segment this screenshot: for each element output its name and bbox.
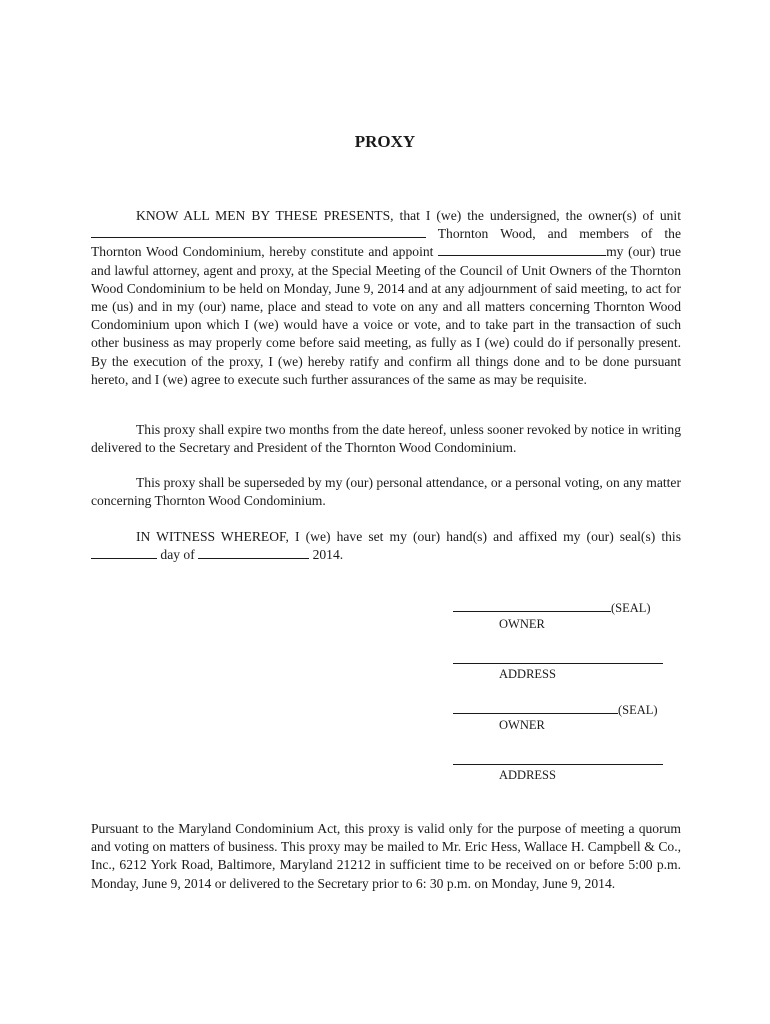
owner-signature-line-2[interactable] xyxy=(453,701,618,714)
address-line-2[interactable] xyxy=(453,752,663,765)
owner-label-1: OWNER xyxy=(499,617,545,631)
supersede-paragraph: This proxy shall be superseded by my (our) personal attendance, or a personal voting, on any matter concerning Thornton Wood Condominium. xyxy=(91,475,681,509)
address-line-1[interactable] xyxy=(453,651,663,664)
appointment-text-2: Thornton Wood, and members of the Thornton Wood Condominium, hereby constitute and appoint xyxy=(91,226,681,260)
day-blank[interactable] xyxy=(91,546,157,559)
appointment-paragraph xyxy=(91,207,681,389)
seal-label-1: (SEAL) xyxy=(611,601,651,615)
owner-label-2: OWNER xyxy=(499,718,545,732)
month-blank[interactable] xyxy=(198,546,309,559)
document-title: PROXY xyxy=(354,132,416,151)
address-label-2: ADDRESS xyxy=(499,768,556,782)
address-signature-2 xyxy=(453,752,663,769)
appointment-text-1: KNOW ALL MEN BY THESE PRESENTS, that I (we) the undersigned, the owner(s) of unit xyxy=(136,208,681,223)
appointee-name-blank[interactable] xyxy=(438,243,606,256)
seal-label-2: (SEAL) xyxy=(618,703,658,717)
expiration-paragraph: This proxy shall expire two months from the date hereof, unless sooner revoked by notice in writing delivered to the Secretary and President of the Thornton Wood Condominium. xyxy=(91,422,681,456)
appointment-text-3: my (our) true and lawful attorney, agent and proxy, at the Special Meeting of the Council of Unit Owners of the Thornton Wood Condominium to be held on Monday, June 9, 2014 and at any adjournment of said meeting, to act for me (us) and in my (our) name, place and stead to vote on any and all matters concerning Thornton Wood Condominium upon which I (we) would have a voice or vote, and to take part in the transaction of such other business as may properly come before said meeting, as fully as I (we) could do if personally present. By the execution of the proxy, I (we) hereby ratify and confirm all things done and to be done pursuant hereto, and I (we) agree to execute such further assurances of the same as may be requisite. xyxy=(91,244,682,387)
witness-text-2: day of xyxy=(160,547,195,563)
owner-signature-2 xyxy=(453,701,658,718)
witness-paragraph xyxy=(91,528,681,564)
witness-text-1: IN WITNESS WHEREOF, I (we) have set my (our) hand(s) and affixed my (our) seal(s) this xyxy=(136,529,681,544)
unit-number-blank[interactable] xyxy=(91,225,426,238)
address-signature-1 xyxy=(453,651,663,668)
legal-notice-paragraph: Pursuant to the Maryland Condominium Act, this proxy is valid only for the purpose of meeting a quorum and voting on matters of business. This proxy may be mailed to Mr. Eric Hess, Wallace H. Campbell & Co., Inc., 6212 York Road, Baltimore, Maryland 21212 in sufficient time to be received on or before 5:00 p.m. Monday, June 9, 2014 or delivered to the Secretary prior to 6: 30 p.m. on Monday, June 9, 2014. xyxy=(91,821,681,891)
owner-signature-line-1[interactable] xyxy=(453,599,611,612)
owner-signature-1 xyxy=(453,599,651,616)
address-label-1: ADDRESS xyxy=(499,667,556,681)
witness-text-3: 2014. xyxy=(312,547,344,563)
